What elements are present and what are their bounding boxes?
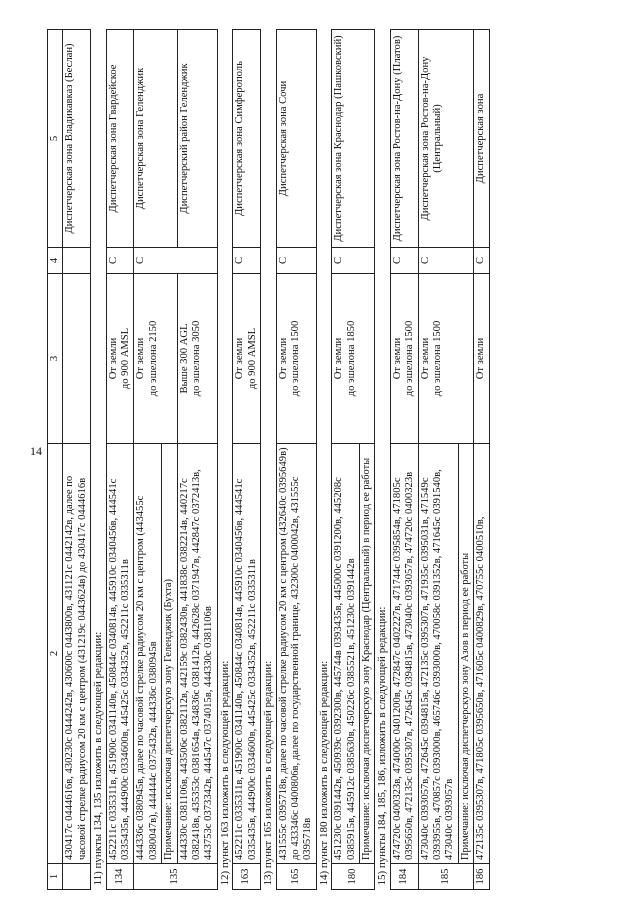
header-cell-4: 4 <box>48 248 63 274</box>
class-cell: С <box>233 248 261 274</box>
table-row <box>276 30 316 890</box>
class-cell: С <box>332 248 375 274</box>
section-heading <box>261 30 276 890</box>
altitude-from: От земли <box>234 337 246 380</box>
rotated-table-wrapper <box>47 30 587 890</box>
airspace-table <box>47 29 490 890</box>
altitude-to: до 900 AMSL <box>246 327 258 390</box>
altitude-from: От земли <box>135 337 147 380</box>
header-cell-2: 2 <box>48 444 63 864</box>
zone-cell: Диспетчерская зона Симферополь <box>233 30 261 248</box>
zone-cell: Диспетчерская зона <box>474 30 489 248</box>
altitude-to: до 900 AMSL <box>120 327 132 390</box>
section-title-15: 15) пункты 184, 185, 186, изложить в следующей редакции: <box>375 30 390 890</box>
zone-cell: Диспетчерская зона Ростов-на-Дону (Центральный) <box>418 30 474 248</box>
zone-cell: Диспетчерская зона Владикавказ (Беслан) <box>63 30 91 248</box>
row-number: 134 <box>106 864 134 890</box>
coords-cell: 474720с 0400323в, 474000с 0401200в, 472847с 0402227в, 471744с 0395854в, 471805с 0395650в, 472135с 0395307в, 472645с 0394815в, 473040с 0393057в, 474720с 0400323в <box>390 444 418 864</box>
zone-cell: Диспетчерский район Геленджик <box>177 30 217 248</box>
header-cell-3: 3 <box>48 274 63 444</box>
page-number: 14 <box>30 444 42 458</box>
class-cell: С <box>134 248 217 274</box>
altitude-to: до эшелона 1500 <box>431 320 443 397</box>
header-cell-1: 1 <box>48 864 63 890</box>
altitude-from: От земли <box>391 337 403 380</box>
zone-cell: Диспетчерская зона Сочи <box>276 30 316 248</box>
altitude-to: до эшелона 1500 <box>404 320 416 397</box>
coords-cell: 444336с 0380945в, далее по часовой стрелке радиусом 20 км с центром (443455с 0380047в), 444444с 0375432в, 444336с 0380945в <box>134 444 162 864</box>
table-row <box>474 30 489 890</box>
class-cell: С <box>276 248 316 274</box>
section-title-13: 13) пункт 165 изложить в следующей редакции: <box>261 30 276 890</box>
table-row <box>134 30 162 890</box>
coords-cell: 431555с 0395718в, далее по часовой стрелке радиусом 20 км с центром (432640с 0395649в) до 433346с 0400806в, далее по государственной границе, 432300с 0400042в, 431555с 0395718в <box>276 444 316 864</box>
zone-cell: Диспетчерская зона Геленджик <box>134 30 177 248</box>
coords-cell: 472135с 0395307в, 471805с 0395650в, 471605с 0400829в, 470755с 0400510в, <box>474 444 489 864</box>
table-row <box>332 30 360 890</box>
section-heading <box>375 30 390 890</box>
section-heading <box>91 30 106 890</box>
altitude-from: От земли <box>107 337 119 380</box>
row-number: 185 <box>418 864 474 890</box>
row-number: 165 <box>276 864 316 890</box>
altitude-from: От земли <box>419 337 431 380</box>
altitude-from: Выше 300 AGL <box>178 323 190 394</box>
section-title-14: 14) пункт 180 изложить в следующей редакции: <box>316 30 331 890</box>
coords-cell: 444330с 0381106в, 443506с 0382112в, 442159с 0382430в, 441838с 0382214в, 440217с 0382418в, 435353с 0381654в, 434836с 0381412в, 442628с 0371947в, 442847с 0372413в, 443753с 0373342в, 444547с 0374015в, 444330с 0381106в <box>177 444 217 864</box>
note-cell: Примечание: исключая диспетчерскую зону Геленджик (Бухта) <box>162 444 177 864</box>
row-number: 184 <box>390 864 418 890</box>
table-row <box>390 30 418 890</box>
zone-cell: Диспетчерская зона Ростов-на-Дону (Платов) <box>390 30 418 248</box>
row-number: 163 <box>233 864 261 890</box>
row-number: 135 <box>134 864 217 890</box>
coords-cell: 430417с 0444616в, 430230с 0444242в, 430600с 0443800в, 431121с 0442142в, далее по часовой стрелке радиусом 20 км с центром (431219с 0443624в) до 430417с 0444616в <box>63 444 91 864</box>
altitude-to: до эшелона 3050 <box>191 320 203 397</box>
table-row <box>106 30 134 890</box>
section-heading <box>217 30 232 890</box>
altitude-from: От земли <box>277 337 289 380</box>
zone-cell: Диспетчерская зона Краснодар (Пашковский) <box>332 30 375 248</box>
zone-cell: Диспетчерская зона Гвардейское <box>106 30 134 248</box>
header-row <box>48 30 63 890</box>
class-cell: С <box>390 248 418 274</box>
altitude-to: до эшелона 1500 <box>289 320 301 397</box>
table-row <box>418 30 458 890</box>
altitude-to: до эшелона 1850 <box>345 320 357 397</box>
row-number: 186 <box>474 864 489 890</box>
header-cell-5: 5 <box>48 30 63 248</box>
note-cell: Примечание: исключая диспетчерскую зону Краснодар (Центральный) в период ее работы <box>359 444 374 864</box>
row-number: 180 <box>332 864 375 890</box>
section-title-12: 12) пункт 163 изложить в следующей редакции: <box>217 30 232 890</box>
coords-cell: 451230с 0391442в, 450939с 0392300в, 445744в 0393435в, 445000с 0391200в, 445208с 0385915в, 445912с 0385630в, 450226с 0385521в, 451230с 0391442в <box>332 444 360 864</box>
altitude-from: От земли <box>474 274 489 444</box>
coords-cell: 452211с 0335311в, 451900с 0341140в, 450844с 0340814в, 445910с 0340456в, 444541с 0335435в, 444900с 0334600в, 445425с 0334352в, 452211с 0335311в <box>233 444 261 864</box>
table-row <box>177 30 217 890</box>
altitude-from: От земли <box>333 337 345 380</box>
class-cell: С <box>106 248 134 274</box>
class-cell: С <box>418 248 474 274</box>
altitude-to: до эшелона 2150 <box>147 320 159 397</box>
table-row <box>63 30 91 890</box>
table-row <box>233 30 261 890</box>
coords-cell: 473040с 0393057в, 472645с 0394815в, 472135с 0395307в, 471935с 0395031в, 471549с 0393955в, 470857с 0393000в, 465746с 0393000в, 470058с 0391352в, 471645с 0391540в, 473040с 0393057в <box>418 444 458 864</box>
note-cell: Примечание: исключая диспетчерскую зону Азов в период ее работы <box>458 444 473 864</box>
section-heading <box>316 30 331 890</box>
section-title-11: 11) пункты 134, 135 изложить в следующей редакции: <box>91 30 106 890</box>
class-cell: С <box>474 248 489 274</box>
coords-cell: 452211с 0335311в, 451900с 0341140в, 450844с 0340814в, 445910с 0340456в, 444541с 0335435в, 444900с 0334600в, 445425с 0334352в, 452211с 0335311в <box>106 444 134 864</box>
